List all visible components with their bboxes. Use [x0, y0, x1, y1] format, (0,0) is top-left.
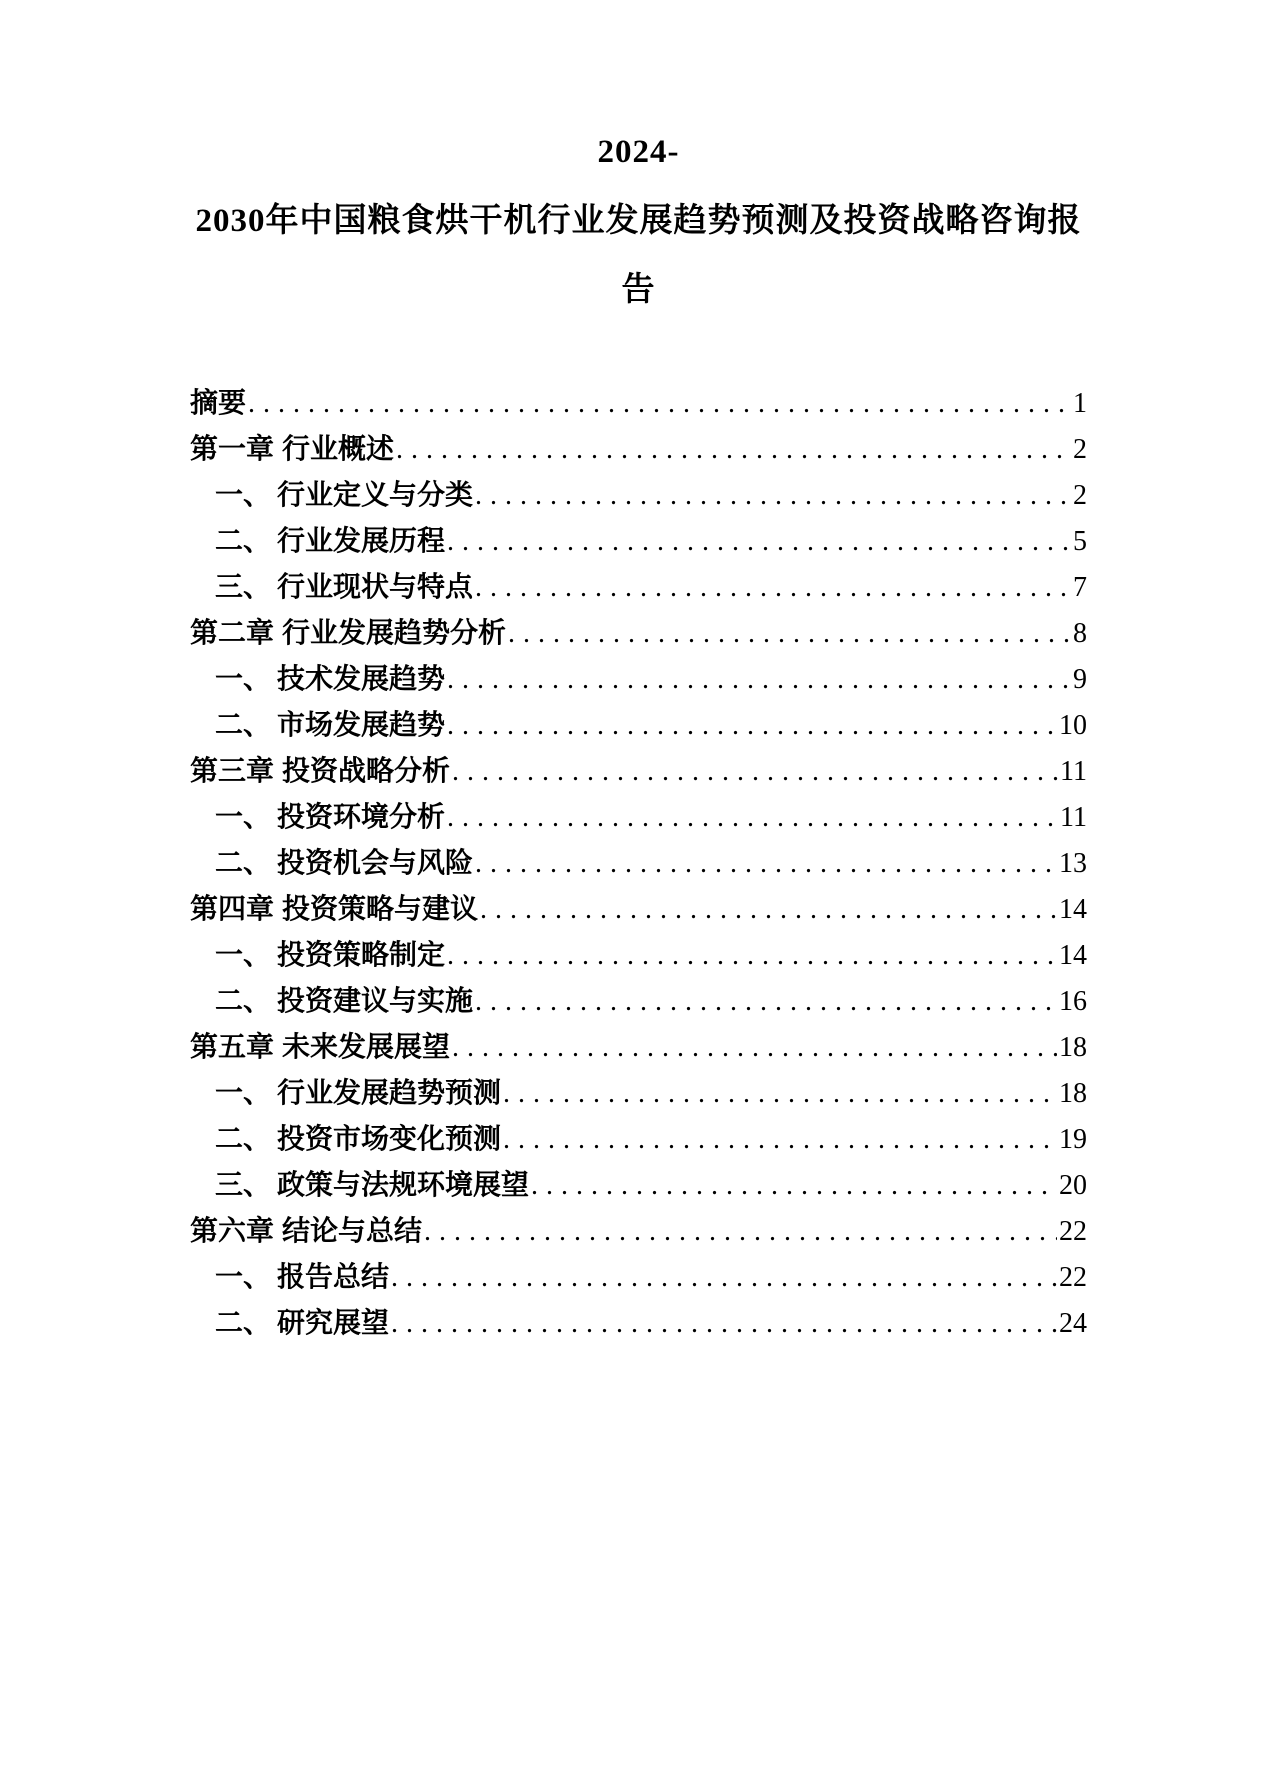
toc-entry-number: 第五章 [190, 1032, 275, 1063]
toc-entry-number: 二、 [215, 986, 272, 1017]
toc-entry[interactable] [215, 1163, 1087, 1209]
toc-entry[interactable] [215, 1301, 1087, 1347]
toc-entry[interactable] [215, 979, 1087, 1025]
toc-entry-number: 二、 [215, 1308, 272, 1339]
toc-dot-leader [396, 427, 1071, 473]
toc-dot-leader [531, 1163, 1057, 1209]
toc-entry-number: 二、 [215, 848, 272, 879]
toc-entry[interactable] [190, 1025, 1087, 1071]
report-title-line-3: 告 [621, 272, 656, 308]
toc-entry-label: 行业发展趋势分析 [282, 618, 507, 649]
toc-dot-leader [503, 1071, 1057, 1117]
toc-dot-leader [475, 565, 1071, 611]
toc-entry-label: 研究展望 [277, 1308, 390, 1339]
toc-dot-leader [475, 841, 1057, 887]
toc-entry-number: 一、 [215, 940, 272, 971]
toc-entry-label: 技术发展趋势 [277, 664, 446, 695]
toc-entry-label: 行业发展历程 [277, 526, 446, 557]
toc-page-number: 19 [1059, 1124, 1087, 1155]
toc-entry-label: 市场发展趋势 [277, 710, 446, 741]
toc-entry[interactable] [190, 749, 1087, 795]
toc-entry-label: 投资环境分析 [277, 802, 446, 833]
toc-entry-label: 未来发展展望 [282, 1032, 451, 1063]
toc-entry-number: 二、 [215, 1124, 272, 1155]
toc-page-number: 20 [1059, 1170, 1087, 1201]
toc-entry-number: 二、 [215, 710, 272, 741]
toc-page-number: 22 [1059, 1262, 1087, 1293]
toc-page-number: 8 [1073, 618, 1087, 649]
toc-entry[interactable] [215, 1117, 1087, 1163]
toc-entry-number: 一、 [215, 802, 272, 833]
toc-entry-label: 投资战略分析 [282, 756, 451, 787]
toc-dot-leader [447, 519, 1071, 565]
toc-entry-number: 第二章 [190, 618, 275, 649]
toc-entry-number: 第四章 [190, 894, 275, 925]
toc-entry[interactable] [215, 519, 1087, 565]
toc-page-number: 22 [1059, 1216, 1087, 1247]
toc-entry-label: 报告总结 [277, 1262, 390, 1293]
toc-dot-leader [424, 1209, 1057, 1255]
toc-entry[interactable] [190, 887, 1087, 933]
toc-dot-leader [475, 473, 1071, 519]
toc-entry-label: 投资机会与风险 [277, 848, 474, 879]
toc-entry-number: 第三章 [190, 756, 275, 787]
toc-page-number: 16 [1059, 986, 1087, 1017]
document-page [190, 118, 1087, 1347]
toc-entry[interactable] [215, 473, 1087, 519]
toc-entry-label: 投资策略制定 [277, 940, 446, 971]
toc-dot-leader [447, 933, 1057, 979]
toc-dot-leader [447, 703, 1057, 749]
toc-dot-leader [475, 979, 1057, 1025]
toc-entry[interactable] [190, 427, 1087, 473]
toc-page-number: 9 [1073, 664, 1087, 695]
toc-entry-number: 一、 [215, 1262, 272, 1293]
toc-entry[interactable] [190, 611, 1087, 657]
toc-page-number: 13 [1059, 848, 1087, 879]
toc-entry-number: 第六章 [190, 1216, 275, 1247]
toc-page-number: 10 [1059, 710, 1087, 741]
toc-dot-leader [452, 1025, 1057, 1071]
toc-page-number: 14 [1059, 894, 1087, 925]
toc-page-number: 18 [1059, 1078, 1087, 1109]
toc-dot-leader [480, 887, 1057, 933]
toc-entry[interactable] [215, 1255, 1087, 1301]
toc-entry-label: 投资市场变化预测 [277, 1124, 502, 1155]
toc-dot-leader [447, 795, 1058, 841]
toc-entry-label: 行业概述 [282, 434, 395, 465]
toc-entry-number: 三、 [215, 572, 272, 603]
toc-entry[interactable] [215, 1071, 1087, 1117]
toc-page-number: 2 [1073, 434, 1087, 465]
toc-entry[interactable] [215, 657, 1087, 703]
toc-page-number: 11 [1060, 756, 1087, 787]
toc-page-number: 7 [1073, 572, 1087, 603]
toc-dot-leader [391, 1301, 1057, 1347]
toc-entry-label: 行业现状与特点 [277, 572, 474, 603]
toc-entry-label: 政策与法规环境展望 [277, 1170, 530, 1201]
toc-page-number: 18 [1059, 1032, 1087, 1063]
report-title [190, 118, 1087, 325]
toc-entry[interactable] [215, 565, 1087, 611]
toc-entry-label: 投资策略与建议 [282, 894, 479, 925]
toc-entry-number: 二、 [215, 526, 272, 557]
toc-entry-label: 行业定义与分类 [277, 480, 474, 511]
toc-entry-number: 第一章 [190, 434, 275, 465]
toc-dot-leader [447, 657, 1071, 703]
toc-entry-number: 三、 [215, 1170, 272, 1201]
toc-page-number: 2 [1073, 480, 1087, 511]
toc-page-number: 24 [1059, 1308, 1087, 1339]
toc-page-number: 5 [1073, 526, 1087, 557]
toc-entry-number: 一、 [215, 480, 272, 511]
toc-entry-label: 行业发展趋势预测 [277, 1078, 502, 1109]
toc-dot-leader [452, 749, 1058, 795]
report-title-line-2: 2030年中国粮食烘干机行业发展趋势预测及投资战略咨询报 [195, 203, 1082, 239]
toc-entry[interactable] [215, 933, 1087, 979]
report-title-line-1: 2024- [597, 134, 680, 170]
toc-entry[interactable] [190, 381, 1087, 427]
toc-entry-label: 摘要 [190, 388, 247, 419]
toc-entry[interactable] [215, 795, 1087, 841]
toc-page-number: 14 [1059, 940, 1087, 971]
toc-entry-number: 一、 [215, 664, 272, 695]
table-of-contents [190, 381, 1087, 1347]
toc-entry-label: 投资建议与实施 [277, 986, 474, 1017]
toc-dot-leader [248, 381, 1071, 427]
toc-entry[interactable] [215, 841, 1087, 887]
toc-dot-leader [503, 1117, 1057, 1163]
toc-dot-leader [508, 611, 1071, 657]
toc-entry[interactable] [215, 703, 1087, 749]
toc-page-number: 1 [1073, 388, 1087, 419]
toc-entry-label: 结论与总结 [282, 1216, 423, 1247]
toc-entry[interactable] [190, 1209, 1087, 1255]
toc-dot-leader [391, 1255, 1057, 1301]
toc-page-number: 11 [1060, 802, 1087, 833]
toc-entry-number: 一、 [215, 1078, 272, 1109]
